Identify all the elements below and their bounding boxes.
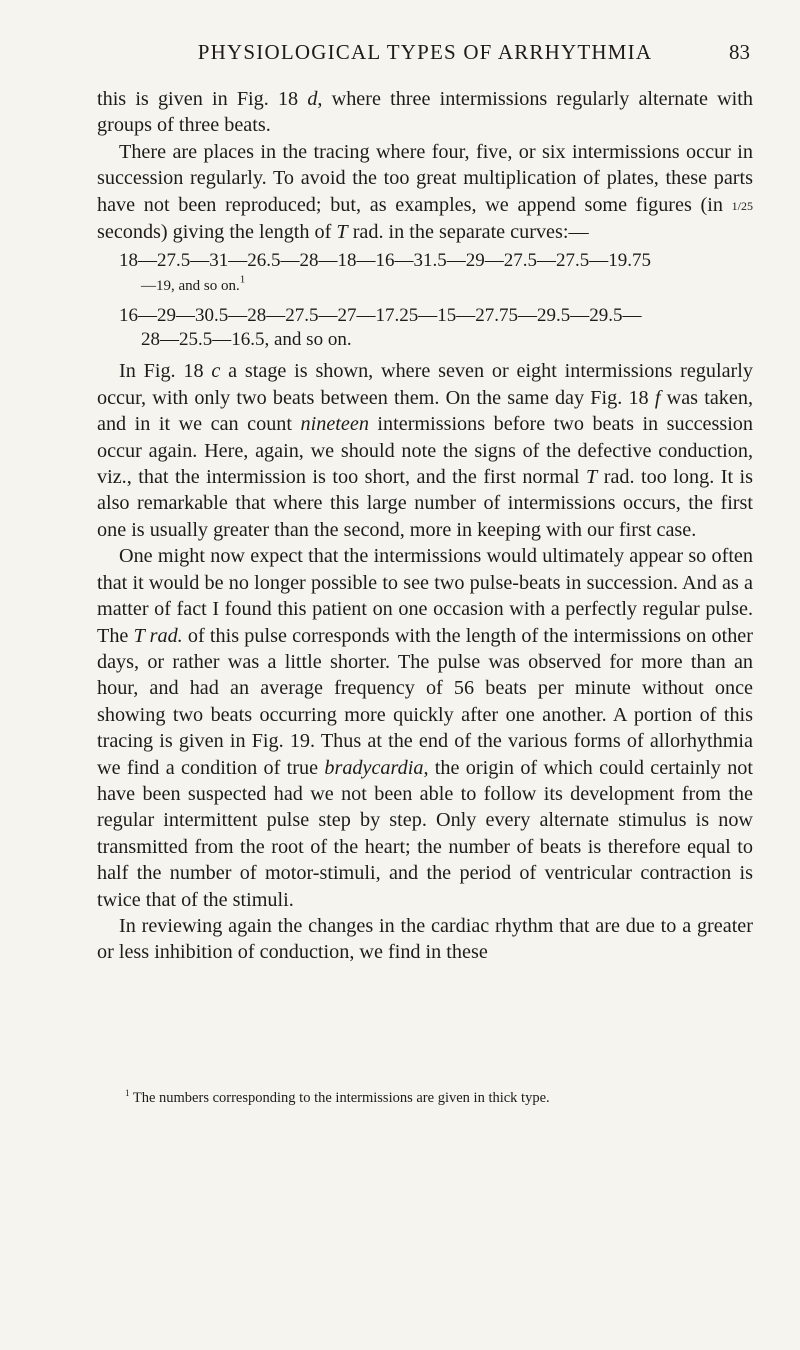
p1-fig-letter: d xyxy=(307,88,318,110)
p3-italic-f: f xyxy=(654,386,661,409)
sequence-1-line-1: 18—27.5—31—26.5—28—18—16—31.5—29—27.5—27.5—19.75 xyxy=(119,250,651,272)
running-head: PHYSIOLOGICAL TYPES OF ARRHYTHMIA xyxy=(197,40,653,64)
p3-text-b: a stage is shown, where seven or eight intermissions regularly occur, with only two beats between them. On the same day Fig. 18 xyxy=(97,360,753,409)
paragraph-4 xyxy=(97,543,753,913)
p3-italic-nineteen: nineteen xyxy=(300,413,369,436)
p3-text-e: rad. too long. It is also remarkable that where this large number of intermissions occurs, the first one is usually greater than the second, more in keeping with our first case. xyxy=(97,466,753,541)
sequence-1 xyxy=(119,249,753,298)
sequence-2-line-1: 16—29—30.5—28—27.5—27—17.25—15—27.75—29.5—29.5— xyxy=(119,305,642,327)
p3-text-a: In Fig. 18 xyxy=(119,360,212,383)
footnote xyxy=(125,1090,753,1107)
p4-italic-t-rad: T rad. xyxy=(133,624,183,647)
p3-text-d: intermissions before two beats in succession occur again. Here, again, we should note the signs of the defective conduction, viz., that the intermission is too short, and the first normal xyxy=(97,413,753,489)
p2-fraction: 1/25 xyxy=(731,198,753,213)
footnote-ref: 1 xyxy=(239,274,246,287)
footnote-marker: 1 xyxy=(125,1088,130,1099)
paragraph-5: In reviewing again the changes in the cardiac rhythm that are due to a greater or less inhibition of conduction, we find in these xyxy=(97,914,753,964)
p2-text-a: There are places in the tracing where four, five, or six intermissions occur in succession regularly. To avoid the too great multiplication of plates, these parts have not been reproduced; but, as examples, we append some figures (in xyxy=(97,140,753,216)
paragraph-3 xyxy=(97,358,753,543)
paragraph-1 xyxy=(97,86,753,139)
p4-text-b: of this pulse corresponds with the length of the intermissions on other days, or rather was a little shorter. The pulse was observed for more than an hour, and had an average frequency of 56 beats per minute without once showing two beats occurring more quickly after one another. A portion of this tracing is given in Fig. 19. Thus at the end of the various forms of allorhythmia we find a condition of true xyxy=(97,624,753,779)
p3-italic-t: T xyxy=(586,466,598,489)
p1-text-b: , where three intermissions regularly alternate with groups of three beats. xyxy=(97,88,753,137)
sequence-1-line-2 xyxy=(141,273,753,298)
p2-text-b: seconds) giving the length of xyxy=(97,221,337,244)
page-header xyxy=(100,40,750,70)
body-text xyxy=(97,86,753,966)
p4-text-a: One might now expect that the intermissions would ultimately appear so often that it would be no longer possible to see two pulse-beats in succession. And as a matter of fact I found this patient on one occasion with a perfectly regular pulse. The xyxy=(97,545,753,647)
sequence-2-line-2: 28—25.5—16.5, and so on. xyxy=(141,329,352,351)
p1-text-a: this is given in Fig. 18 xyxy=(97,88,308,110)
sequence-1-line-2-text: —19, and so on. xyxy=(141,278,240,295)
p2-text-c: rad. in the separate curves:— xyxy=(347,221,589,244)
p2-italic-t: T xyxy=(336,221,348,244)
paragraph-2 xyxy=(97,139,753,246)
p3-text-c: was taken, and in it we can count xyxy=(97,386,753,436)
p4-italic-bradycardia: bradycardia xyxy=(324,756,424,779)
footnote-text: The numbers corresponding to the intermissions are given in thick type. xyxy=(129,1090,550,1106)
p3-italic-c: c xyxy=(211,360,221,383)
p4-text-c: , the origin of which could certainly not have been suspected had we not been able to follow its development from the regular intermittent pulse step by step. Only every alternate stimulus is now transmitted from the root of the heart; the number of beats is therefore equal to half the number of motor-stimuli, and the period of ventricular contraction is twice that of the stimuli. xyxy=(97,756,753,911)
page-number: 83 xyxy=(729,40,750,64)
sequence-2 xyxy=(119,304,753,352)
